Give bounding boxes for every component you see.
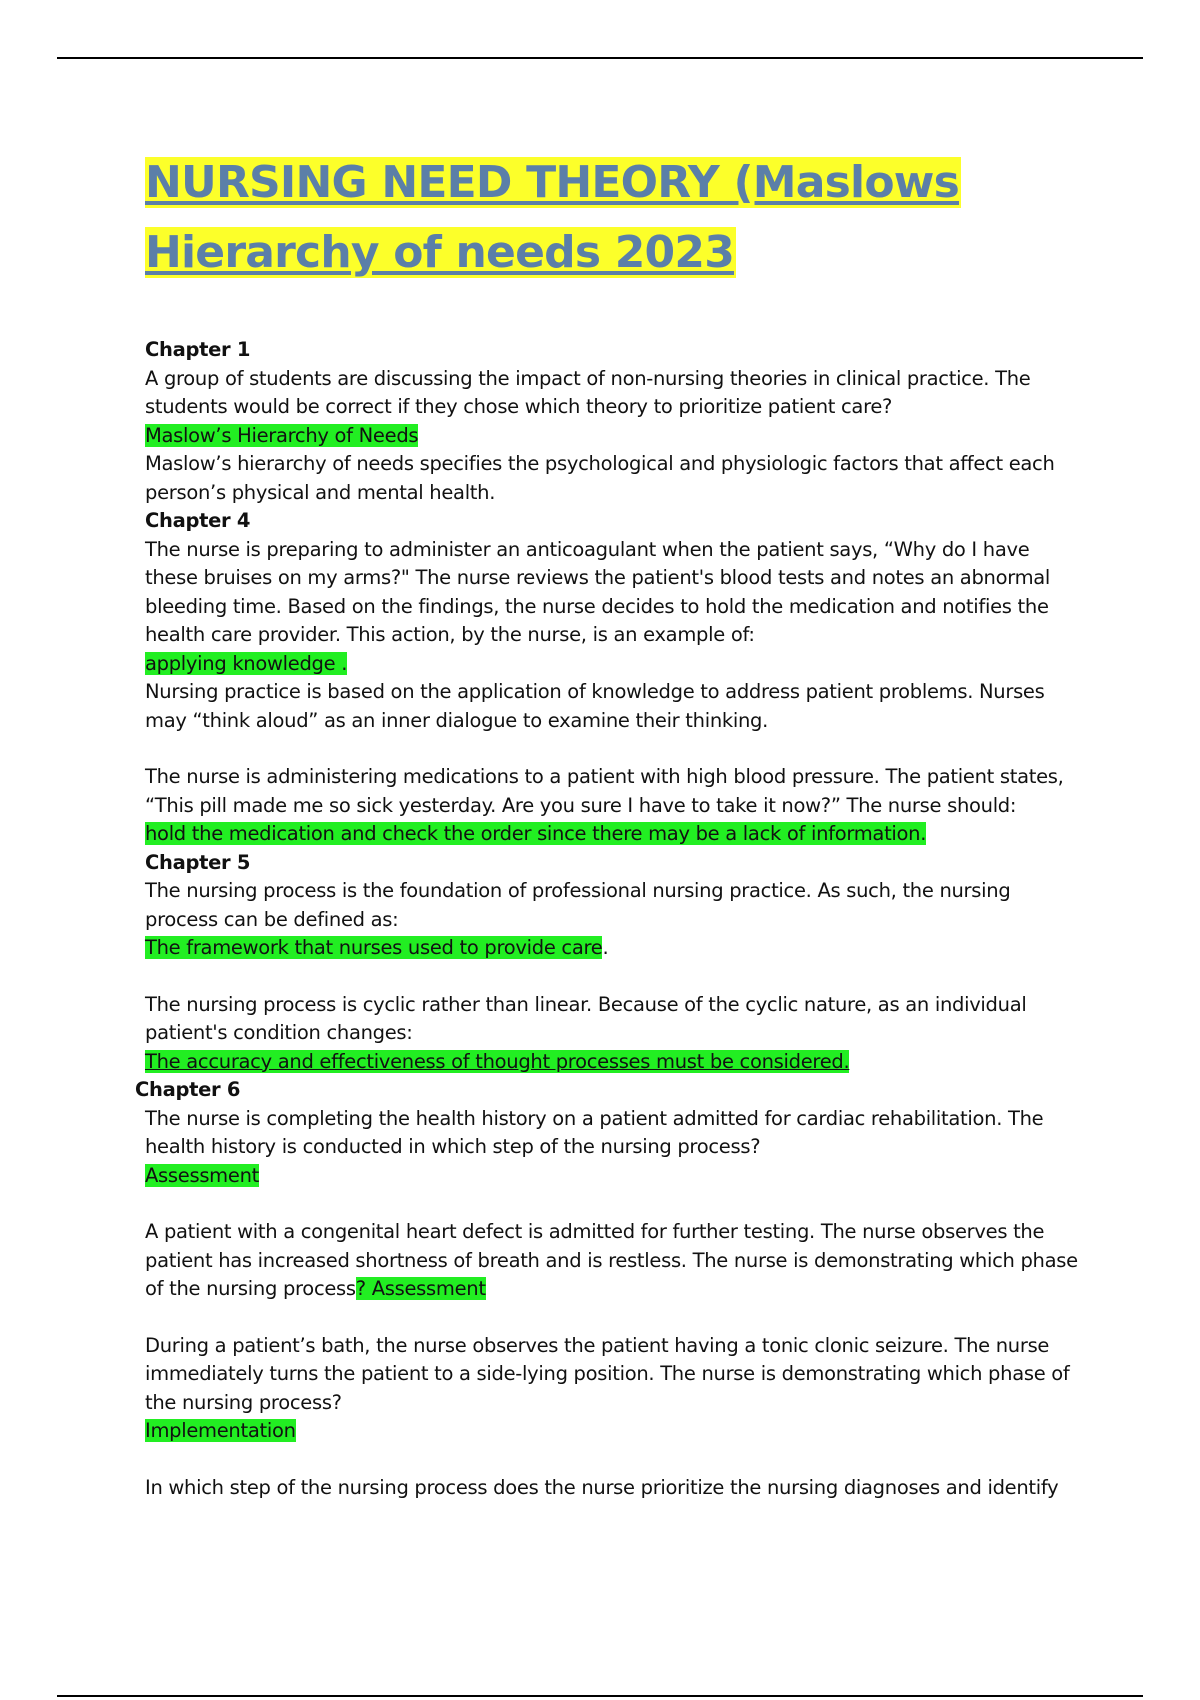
chapter-4-heading: Chapter 4 <box>145 509 251 532</box>
footer-rule <box>57 1695 1143 1697</box>
paragraph-gap <box>145 735 1085 763</box>
chapter-1-question-1: A group of students are discussing the impact of non-nursing theories in clinical practice. The students would be correct if they chose which theory to prioritize patient care? <box>145 366 1031 418</box>
chapter-1-heading: Chapter 1 <box>145 338 251 361</box>
header-rule <box>57 57 1143 59</box>
paragraph-gap <box>145 1304 1085 1332</box>
paragraph-gap <box>145 1190 1085 1218</box>
chapter-4-question-2: The nurse is administering medications to a patient with high blood pressure. The patient states, “This pill made me so sick yesterday. Are you sure I have to take it now?” The nurse should: <box>145 765 1064 817</box>
answer-highlight: applying knowledge . <box>145 651 348 675</box>
chapter-6-question-4: In which step of the nursing process does the nurse prioritize the nursing diagnoses and identify <box>145 1475 1059 1499</box>
chapter-1-rationale-1: Maslow’s hierarchy of needs specifies the psychological and physiologic factors that affect each person’s physical and mental health. <box>145 452 1055 504</box>
chapter-5-question-2: The nursing process is cyclic rather than linear. Because of the cyclic nature, as an individual patient's condition changes: <box>145 992 1027 1044</box>
answer-highlight: Maslow’s Hierarchy of Needs <box>145 423 419 447</box>
chapter-5-heading: Chapter 5 <box>145 850 251 874</box>
document-title-text: NURSING NEED THEORY (Maslows Hierarchy of needs 2023 <box>145 157 960 278</box>
chapter-1-answer-1 <box>145 422 1085 451</box>
paragraph-gap <box>145 963 1085 991</box>
chapter-6-heading: Chapter 6 <box>135 1078 241 1101</box>
chapter-5-answer-2 <box>145 1048 1085 1077</box>
document-body <box>135 336 1085 1502</box>
answer-highlight: The accuracy and effectiveness of thought processes must be considered. <box>145 1049 850 1073</box>
question-text: A patient with a congenital heart defect is admitted for further testing. The nurse observes the patient has increased shortness of breath and is restless. The nurse is demonstrating which phase of the nursing process <box>145 1220 1078 1300</box>
chapter-4-rationale-1: Nursing practice is based on the application of knowledge to address patient problems. Nurses may “think aloud” as an inner dialogue to examine their thinking. <box>145 680 1045 732</box>
chapter-4-question-1: The nurse is preparing to administer an anticoagulant when the patient says, “Why do I have these bruises on my arms?" The nurse reviews the patient's blood tests and notes an abnormal bleeding time. Based on the findings, the nurse decides to hold the medication and notifies the health care provider. This action, by the nurse, is an example of: <box>145 537 1051 646</box>
chapter-5-question-1: The nursing process is the foundation of professional nursing practice. As such, the nursing process can be defined as: <box>145 879 1011 931</box>
chapter-6-question-1: The nurse is completing the health history on a patient admitted for cardiac rehabilitation. The health history is conducted in which step of the nursing process? <box>145 1106 1044 1158</box>
chapter-5-answer-1 <box>145 934 1085 963</box>
answer-highlight: Implementation <box>145 1419 296 1442</box>
answer-highlight: ? Assessment <box>355 1277 486 1300</box>
chapter-4-answer-2 <box>145 820 1085 849</box>
answer-highlight: hold the medication and check the order since there may be a lack of information. <box>145 822 927 845</box>
chapter-6-answer-3 <box>145 1417 1085 1446</box>
chapter-6-question-3: During a patient’s bath, the nurse observes the patient having a tonic clonic seizure. The nurse immediately turns the patient to a side-lying position. The nurse is demonstrating which phase of the nursing process? <box>145 1333 1070 1414</box>
answer-highlight: Assessment <box>145 1163 259 1187</box>
document-title <box>145 148 1045 288</box>
chapter-6-question-2 <box>145 1218 1085 1304</box>
chapter-4-answer-1 <box>145 650 1085 679</box>
answer-tail: . <box>602 936 609 959</box>
answer-highlight: The framework that nurses used to provide care <box>145 936 603 959</box>
chapter-6-answer-1 <box>145 1162 1085 1191</box>
paragraph-gap <box>145 1446 1085 1474</box>
